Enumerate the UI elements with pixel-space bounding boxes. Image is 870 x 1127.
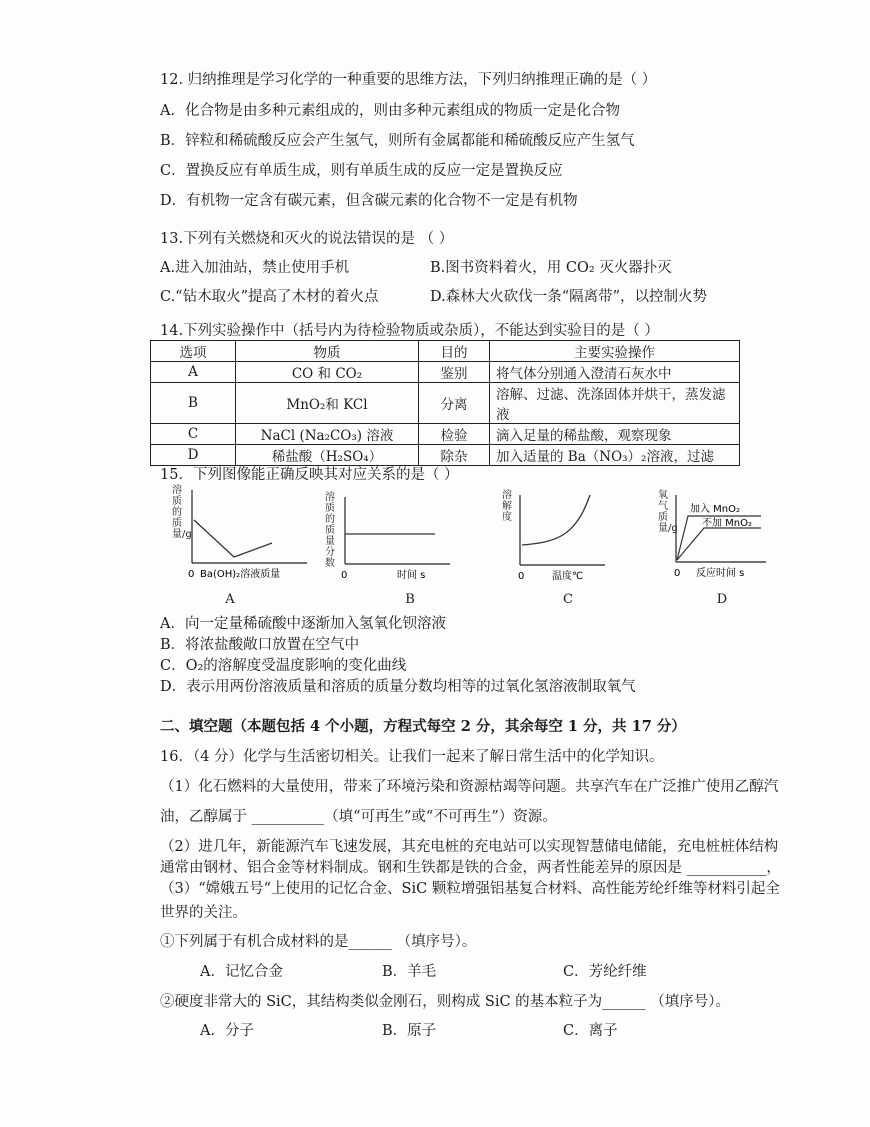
graph-b-xlabel: 时间 s xyxy=(397,570,426,581)
table-cell: 除杂 xyxy=(419,445,490,466)
q16-sub2-option-b: B．原子 xyxy=(382,1023,437,1039)
graph-b-origin: 0 xyxy=(341,570,348,581)
graph-a-ylabel: 溶质的质量/g xyxy=(172,485,192,540)
q15-option-d: D．表示用两份溶液质量和溶质的质量分数均相等的过氧化氢溶液制取氧气 xyxy=(160,679,636,695)
graph-d-label: D xyxy=(716,592,728,607)
table-cell: 稀盐酸（H₂SO₄） xyxy=(236,445,419,466)
table-cell: CO 和 CO₂ xyxy=(236,362,419,383)
q16-part2-line1: （2）进几年，新能源汽车飞速发展，其充电桩的充电站可以实现智慧储电储能，充电桩桩体结构 xyxy=(160,839,779,855)
table-cell: 将气体分别通入澄清石灰水中 xyxy=(490,362,740,383)
table-cell: D xyxy=(151,445,236,466)
q12-option-c: C．置换反应有单质生成，则有单质生成的反应一定是置换反应 xyxy=(160,163,563,179)
q16-part2-line2: 通常由钢材、铝合金等材料制成。钢和生铁都是铁的合金，两者性能差异的原因是 ___________， xyxy=(160,860,781,876)
table-cell: 滴入足量的稀盐酸，观察现象 xyxy=(490,424,740,445)
table-header: 选项 xyxy=(151,341,236,362)
table-header: 物质 xyxy=(236,341,419,362)
q14-stem: 14.下列实验操作中（括号内为待检验物质或杂质），不能达到实验目的是（ ） xyxy=(160,323,659,339)
graph-b xyxy=(325,492,455,580)
q16-sub2-option-a: A．分子 xyxy=(200,1023,254,1039)
q12-stem: 12. 归纳推理是学习化学的一种重要的思维方法，下列归纳推理正确的是（ ） xyxy=(160,72,657,88)
q13-option-a: A.进入加油站，禁止使用手机 xyxy=(160,260,350,276)
table-cell: 加入适量的 Ba（NO₃）₂溶液，过滤 xyxy=(490,445,740,466)
table-cell: 分离 xyxy=(419,383,490,424)
graph-a-origin: 0 xyxy=(188,569,195,580)
graph-d xyxy=(656,490,771,580)
table-cell: B xyxy=(151,383,236,424)
graph-d-legend-without: 不加 MnO₂ xyxy=(702,518,753,529)
graph-d-origin: 0 xyxy=(674,568,681,579)
graph-c-svg xyxy=(500,490,610,582)
table-row xyxy=(151,424,740,445)
table-cell: 鉴别 xyxy=(419,362,490,383)
q12-option-d: D．有机物一定含有碳元素，但含碳元素的化合物不一定是有机物 xyxy=(160,193,578,209)
graph-d-legend-with: 加入 MnO₂ xyxy=(690,504,741,515)
graph-d-ylabel: 氧气质量/g xyxy=(658,490,678,534)
table-cell: A xyxy=(151,362,236,383)
graph-d-xlabel: 反应时间 s xyxy=(696,568,745,579)
graph-c-origin: 0 xyxy=(518,571,525,582)
q15-stem: 15．下列图像能正确反映其对应关系的是（ ） xyxy=(160,467,459,483)
q12-option-a: A．化合物是由多种元素组成的，则由多种元素组成的物质一定是化合物 xyxy=(160,103,620,119)
section-2-title: 二、填空题（本题包括 4 个小题，方程式每空 2 分，其余每空 1 分，共 17 分） xyxy=(160,718,686,735)
q16-sub2: ②硬度非常大的 SiC，其结构类似金刚石，则构成 SiC 的基本粒子为______ （填序号）。 xyxy=(160,994,731,1010)
q16-sub1: ①下列属于有机合成材料的是______ （填序号）。 xyxy=(160,934,477,950)
graph-a-label: A xyxy=(225,592,235,607)
table-header: 目的 xyxy=(419,341,490,362)
q16-stem: 16．（4 分）化学与生活密切相关。让我们一起来了解日常生活中的化学知识。 xyxy=(160,749,664,765)
table-header-row xyxy=(151,341,740,362)
q16-part3-line2: 世界的关注。 xyxy=(160,905,247,921)
graph-c-xlabel: 温度℃ xyxy=(552,571,584,582)
q13-option-b: B.图书资料着火，用 CO₂ 灭火器扑灭 xyxy=(430,260,672,276)
table-header: 主要实验操作 xyxy=(490,341,740,362)
graph-d-svg xyxy=(656,490,771,580)
q15-option-b: B．将浓盐酸敞口放置在空气中 xyxy=(160,637,360,653)
q16-sub1-option-a: A．记忆合金 xyxy=(200,964,283,980)
graph-a-svg xyxy=(172,485,312,580)
graph-c-label: C xyxy=(563,592,573,607)
table-cell: 检验 xyxy=(419,424,490,445)
q14-table xyxy=(150,340,740,466)
graph-c xyxy=(500,490,610,582)
q16-part1-line1: （1）化石燃料的大量使用，带来了环境污染和资源枯竭等问题。共享汽车在广泛推广使用乙醇汽 xyxy=(160,779,779,795)
q15-option-c: C．O₂的溶解度受温度影响的变化曲线 xyxy=(160,658,407,674)
graph-b-label: B xyxy=(405,592,415,607)
graph-c-ylabel: 溶解度 xyxy=(502,490,512,523)
table-row xyxy=(151,362,740,383)
q16-part1-line2: 油，乙醇属于 __________（填“可再生”或“不可再生”）资源。 xyxy=(160,809,557,825)
q12-option-b: B．锌粒和稀硫酸反应会产生氢气，则所有金属都能和稀硫酸反应产生氢气 xyxy=(160,133,635,149)
table-cell: MnO₂和 KCl xyxy=(236,383,419,424)
q16-sub2-option-c: C．离子 xyxy=(563,1023,618,1039)
table-row xyxy=(151,383,740,424)
table-cell: C xyxy=(151,424,236,445)
q13-stem: 13.下列有关燃烧和灭火的说法错误的是 （ ） xyxy=(160,231,454,247)
graph-b-ylabel: 溶质的质量分数 xyxy=(325,492,335,569)
graph-c-curve xyxy=(522,495,590,545)
q16-sub1-option-c: C．芳纶纤维 xyxy=(563,964,647,980)
q13-option-d: D.森林大火砍伐一条“隔离带”，以控制火势 xyxy=(430,289,708,305)
table-cell: NaCl (Na₂CO₃) 溶液 xyxy=(236,424,419,445)
q15-option-a: A．向一定量稀硫酸中逐渐加入氢氧化钡溶液 xyxy=(160,616,446,632)
q16-part3-line1: （3）“嫦娥五号“上使用的记忆合金、SiC 颗粒增强铝基复合材料、高性能芳纶纤维等材料引起全 xyxy=(160,881,780,897)
graph-a-curve xyxy=(194,520,272,557)
graph-b-svg xyxy=(325,492,455,580)
table-cell: 溶解、过滤、洗涤固体并烘干，蒸发滤液 xyxy=(490,383,740,424)
q13-option-c: C.“钻木取火”提高了木材的着火点 xyxy=(160,289,379,305)
q16-sub1-option-b: B．羊毛 xyxy=(382,964,437,980)
graph-d-curve-without-mno2 xyxy=(677,528,761,560)
graph-a-xlabel: Ba(OH)₂溶液质量 xyxy=(200,569,281,580)
graph-a xyxy=(172,485,312,580)
